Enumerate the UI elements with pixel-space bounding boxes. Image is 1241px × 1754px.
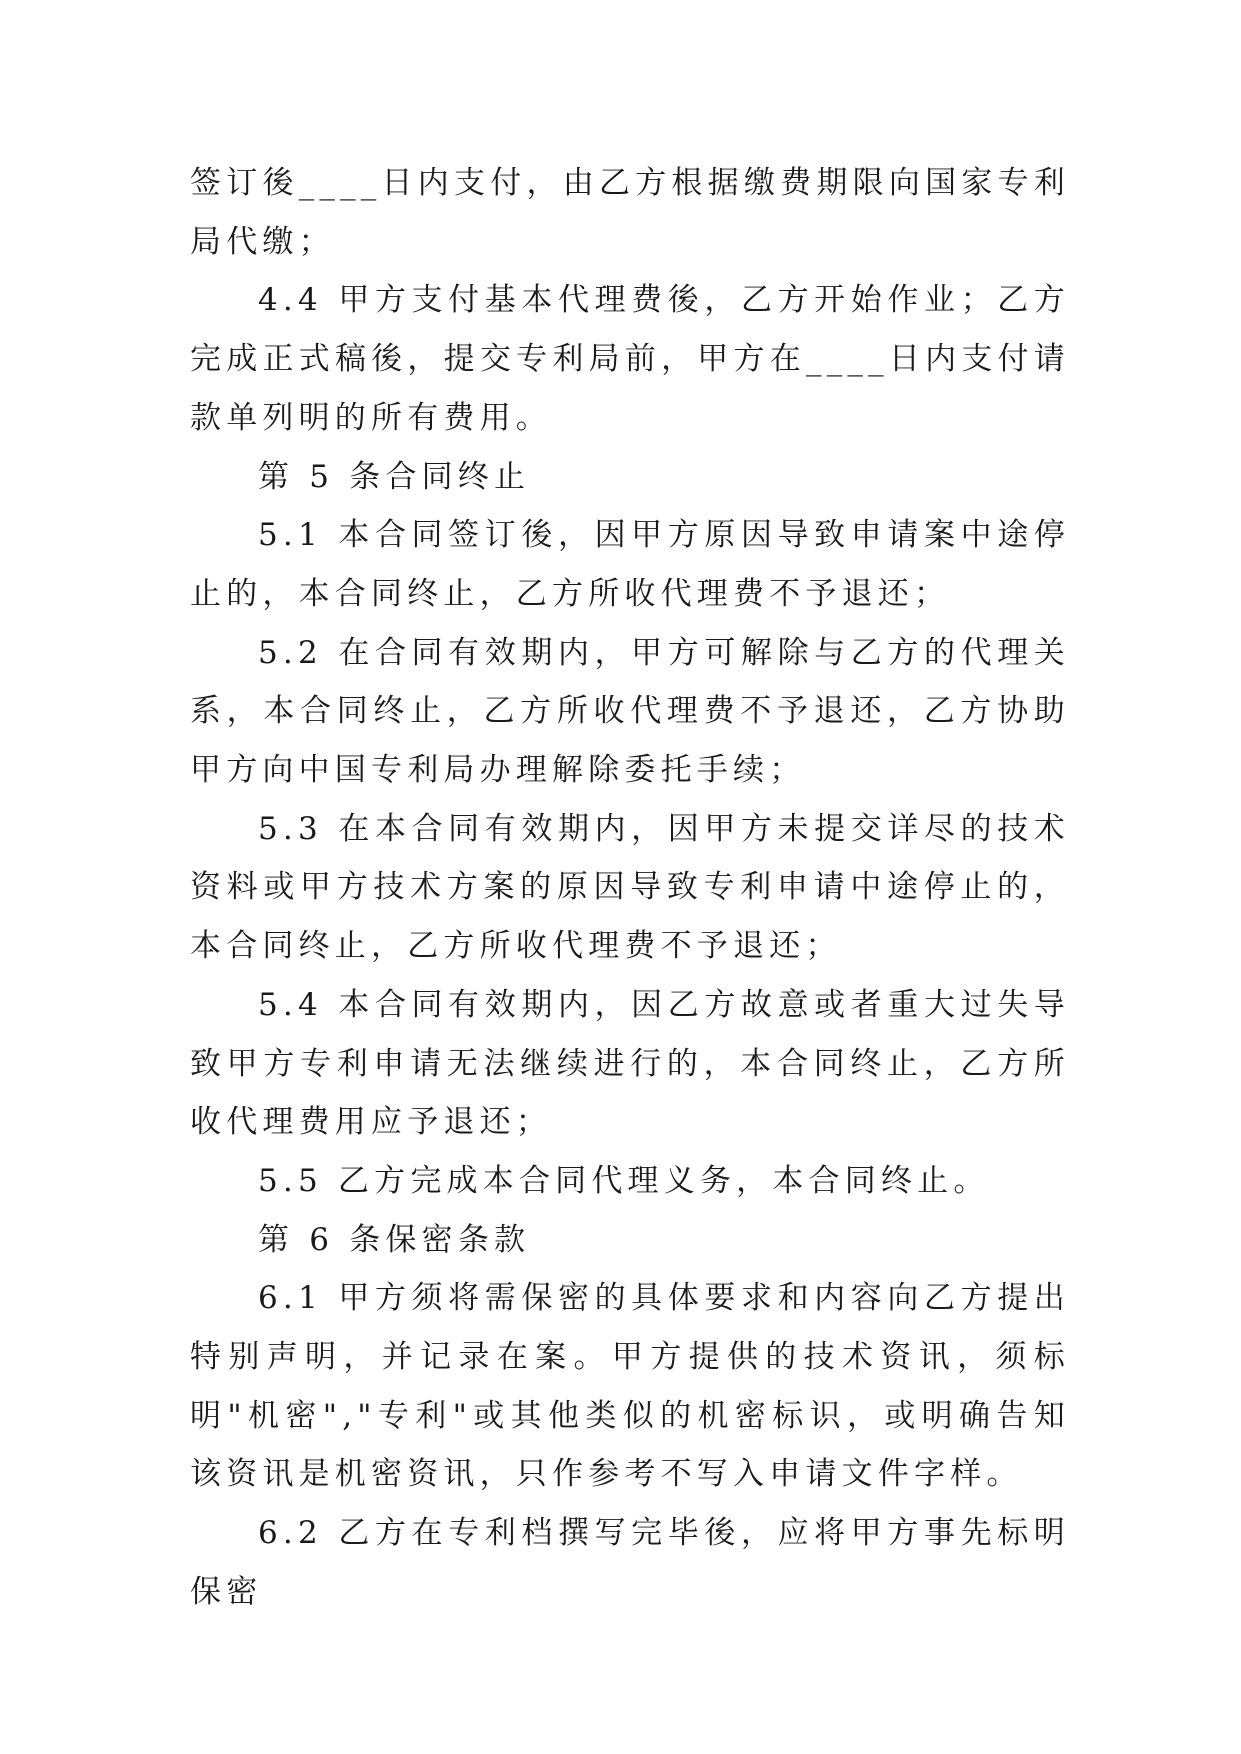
article-5-heading: 第 5 条合同终止 — [258, 458, 531, 495]
clause-5-4: 5.4 本合同有效期内，因乙方故意或者重大过失导致甲方专利申请无法继续进行的，本合同终止，乙方所收代理费用应予退还； — [190, 986, 1070, 1141]
document-body — [190, 154, 1070, 1622]
paragraph-continuation: 签订後____日内支付，由乙方根据缴费期限向国家专利局代缴； — [190, 165, 1070, 260]
clause-5-5: 5.5 乙方完成本合同代理义务，本合同终止。 — [258, 1162, 990, 1199]
clause-6-2: 6.2 乙方在专利档撰写完毕後，应将甲方事先标明保密 — [190, 1515, 1070, 1610]
clause-5-3: 5.3 在本合同有效期内，因甲方未提交详尽的技术资料或甲方技术方案的原因导致专利申请中途停止的，本合同终止，乙方所收代理费不予退还； — [190, 810, 1070, 965]
clause-5-2: 5.2 在合同有效期内，甲方可解除与乙方的代理关系，本合同终止，乙方所收代理费不予退还，乙方协助甲方向中国专利局办理解除委托手续； — [190, 634, 1070, 789]
clause-5-1: 5.1 本合同签订後，因甲方原因导致申请案中途停止的，本合同终止，乙方所收代理费不予退还； — [190, 517, 1070, 612]
clause-4-4: 4.4 甲方支付基本代理费後，乙方开始作业；乙方完成正式稿後，提交专利局前，甲方在____日内支付请款单列明的所有费用。 — [190, 282, 1070, 436]
clause-6-1: 6.1 甲方须将需保密的具体要求和内容向乙方提出特别声明，并记录在案。甲方提供的技术资讯，须标明"机密","专利"或其他类似的机密标识，或明确告知该资讯是机密资讯，只作参考不写入申请文件字样。 — [190, 1280, 1070, 1493]
article-6-heading: 第 6 条保密条款 — [258, 1221, 531, 1258]
